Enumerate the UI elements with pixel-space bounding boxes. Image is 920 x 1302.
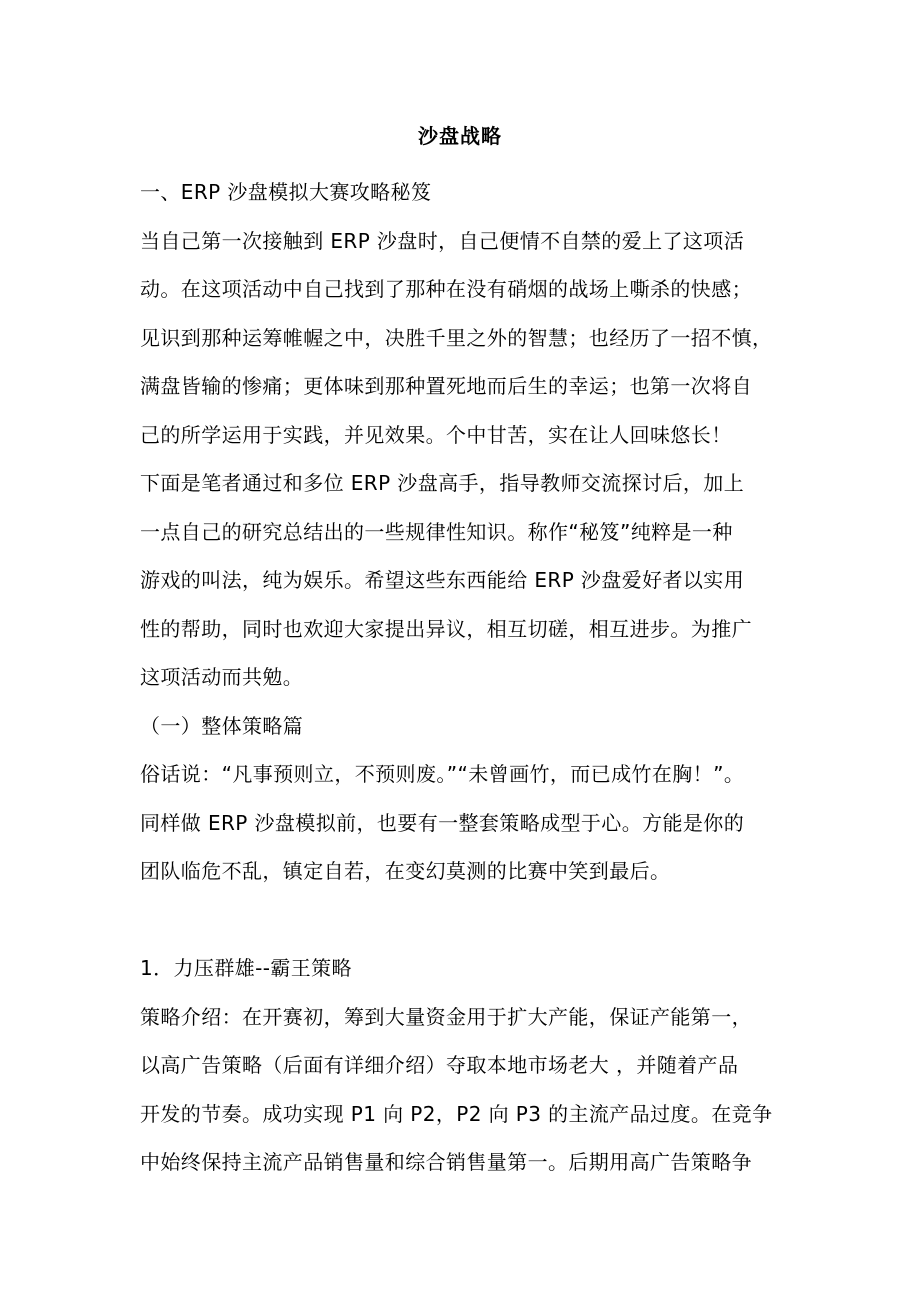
paragraph-line: 游戏的叫法，纯为娱乐。希望这些东西能给 ERP 沙盘爱好者以实用 [140, 568, 745, 592]
paragraph-line: 俗话说：“凡事预则立，不预则废。”“未曾画竹，而已成竹在胸！”。 [140, 762, 745, 786]
heading-erp-strategy: 一、ERP 沙盘模拟大赛攻略秘笈 [140, 180, 432, 204]
blank-line [140, 896, 785, 945]
paragraph-line: 中始终保持主流产品销售量和综合销售量第一。后期用高广告策略争 [140, 1150, 752, 1174]
paragraph-line: 动。在这项活动中自己找到了那种在没有硝烟的战场上嘶杀的快感； [140, 277, 752, 301]
document-title: 沙盘战略 [418, 124, 502, 148]
section-heading-overall-strategy: （一）整体策略篇 [140, 713, 304, 738]
paragraph-line: 下面是笔者通过和多位 ERP 沙盘高手，指导教师交流探讨后，加上 [140, 471, 745, 495]
paragraph-line: 满盘皆输的惨痛；更体味到那种置死地而后生的幸运；也第一次将自 [140, 374, 752, 398]
paragraph-line: 性的帮助，同时也欢迎大家提出异议，相互切磋，相互进步。为推广 [140, 616, 752, 641]
paragraph-line: 同样做 ERP 沙盘模拟前，也要有一整套策略成型于心。方能是你的 [140, 810, 745, 835]
paragraph-line: 开发的节奏。成功实现 P1 向 P2，P2 向 P3 的主流产品过度。在竞争 [140, 1101, 773, 1126]
paragraph-line: 团队临危不乱，镇定自若，在变幻莫测的比赛中笑到最后。 [140, 859, 671, 883]
strategy-heading-overlord: 1．力压群雄--霸王策略 [140, 956, 352, 980]
document-body [140, 168, 785, 1187]
paragraph-line: 见识到那种运筹帷幄之中，决胜千里之外的智慧；也经历了一招不慎， [140, 325, 773, 350]
paragraph-line: 这项活动而共勉。 [140, 665, 304, 689]
paragraph-line: 当自己第一次接触到 ERP 沙盘时，自己便情不自禁的爱上了这项活 [140, 228, 745, 253]
paragraph-line: 一点自己的研究总结出的一些规律性知识。称作“秘笈”纯粹是一种 [140, 519, 733, 544]
paragraph-line: 己的所学运用于实践，并见效果。个中甘苦，实在让人回味悠长！ [140, 422, 732, 447]
paragraph-line: 策略介绍：在开赛初，筹到大量资金用于扩大产能，保证产能第一， [140, 1004, 752, 1029]
paragraph-line: 以高广告策略（后面有详细介绍）夺取本地市场老大 ，并随着产品 [140, 1053, 739, 1077]
